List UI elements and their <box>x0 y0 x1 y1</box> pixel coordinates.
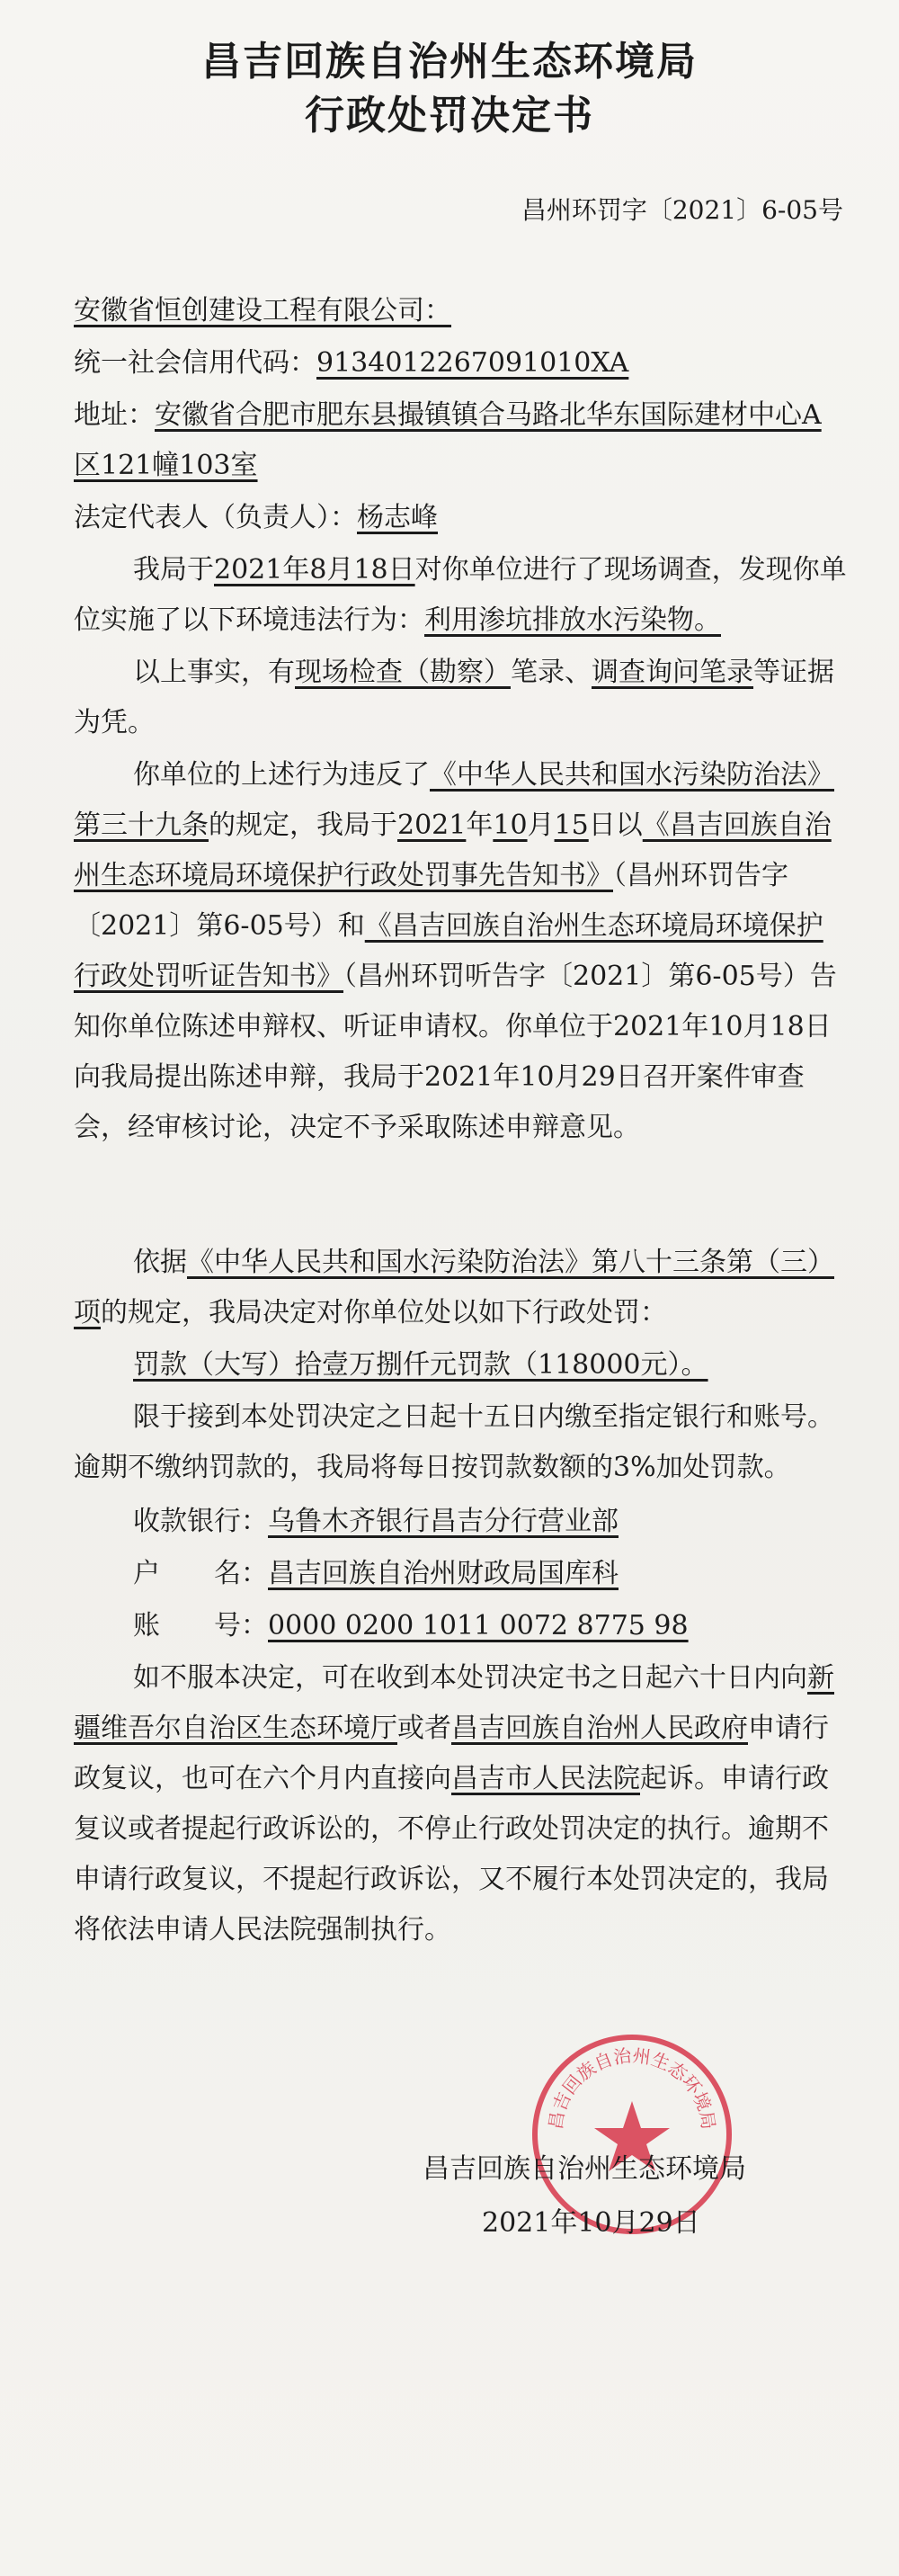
signing-organization: 昌吉回族自治州生态环境局 <box>423 2153 746 2185</box>
inspection-date: 2021年8月18日 <box>214 554 415 586</box>
credit-code-label: 统一社会信用代码： <box>74 347 316 379</box>
address-value: 安徽省合肥市肥东县撮镇镇合马路北华东国际建材中心A区121幢103室 <box>74 399 822 481</box>
procedure-text: （昌州环罚告字〔2021〕第6-05号）和 <box>74 860 788 942</box>
notice-day: 15 <box>554 809 589 841</box>
bank-line <box>74 1497 847 1547</box>
account-name-label: 户 名： <box>133 1558 268 1589</box>
deadline-paragraph <box>74 1392 847 1493</box>
procedure-text: 的规定，我局于 <box>209 809 397 841</box>
facts-text: 对你单位进行了现场调查，发现你单位实施了以下环境违法行为： <box>74 554 847 636</box>
decision-text: 依据 <box>133 1247 187 1278</box>
review-authority-1: 新疆维吾尔自治区生态环境厅 <box>74 1662 834 1744</box>
notice-document: 《昌吉回族自治州生态环境局环境保护行政处罚事先告知书》 <box>74 809 832 891</box>
appeal-paragraph <box>74 1653 847 1955</box>
signing-date: 2021年10月29日 <box>482 2207 700 2239</box>
legal-rep-line <box>74 493 847 543</box>
court-name: 昌吉市人民法院 <box>451 1763 640 1794</box>
procedure-paragraph <box>74 750 847 1153</box>
bank-name: 乌鲁木齐银行昌吉分行营业部 <box>268 1506 619 1537</box>
procedure-text: 你单位的上述行为违反了 <box>133 759 430 791</box>
company-name <box>74 286 847 336</box>
procedure-text: （昌州环罚听告字〔2021〕第6-05号）告知你单位陈述申辩权、听证申请权。你单位于2021年10月18日向我局提出陈述申辩，我局于2021年10月29日召开案件审查会，经审核讨论，决定不予采取陈述申辩意见。 <box>74 961 837 1143</box>
deadline-text: 限于接到本处罚决定之日起十五日内缴至指定银行和账号。逾期不缴纳罚款的，我局将每日按罚款数额的3%加处罚款。 <box>74 1401 834 1483</box>
bank-label: 收款银行： <box>133 1506 268 1537</box>
evidence-paragraph <box>74 648 847 748</box>
decision-text: 的规定，我局决定对你单位处以如下行政处罚： <box>101 1297 667 1328</box>
evidence-text: 以上事实，有 <box>133 657 295 688</box>
appeal-text: 起诉。申请行政复议或者提起行政诉讼的，不停止行政处罚决定的执行。逾期不申请行政复议，不提起行政诉讼，又不履行本处罚决定的，我局将依法申请人民法院强制执行。 <box>74 1763 829 1945</box>
address-label: 地址： <box>74 399 155 431</box>
account-number: 0000 0200 1011 0072 8775 98 <box>268 1610 689 1641</box>
evidence-item: 调查询问笔录 <box>592 657 753 688</box>
facts-text: 我局于 <box>133 554 214 586</box>
seal-text: 昌吉回族自治州生态环境局 <box>544 2044 720 2132</box>
credit-code-line <box>74 338 847 389</box>
facts-paragraph <box>74 545 847 646</box>
procedure-text: 年 <box>466 809 494 841</box>
notice-month: 10 <box>493 809 528 841</box>
legal-rep-name: 杨志峰 <box>357 502 438 533</box>
address-line <box>74 390 847 491</box>
review-authority-2: 昌吉回族自治州人民政府 <box>451 1713 748 1744</box>
notice-year: 2021 <box>397 809 467 841</box>
appeal-text: 申请行政复议，也可在六个月内直接向 <box>74 1713 829 1794</box>
account-name: 昌吉回族自治州财政局国库科 <box>268 1558 619 1589</box>
fine-amount: 罚款（大写）拾壹万捌仟元罚款（118000元）。 <box>133 1349 708 1381</box>
document-title-line2: 行政处罚决定书 <box>305 93 594 139</box>
credit-code-value: 9134012267091010XA <box>316 347 629 379</box>
account-name-line <box>74 1549 847 1599</box>
evidence-text: 笔录、 <box>511 657 592 688</box>
decision-paragraph <box>74 1238 847 1338</box>
violated-law: 《中华人民共和国水污染防治法》第三十九条 <box>74 759 834 841</box>
account-number-label: 账 号： <box>133 1610 268 1641</box>
document-number: 昌州环罚字〔2021〕6-05号 <box>521 195 843 225</box>
appeal-text: 如不服本决定，可在收到本处罚决定书之日起六十日内向 <box>133 1662 807 1694</box>
appeal-text: 或者 <box>397 1713 451 1744</box>
penalty-law: 《中华人民共和国水污染防治法》第八十三条第（三）项 <box>74 1247 834 1328</box>
hearing-notice-document: 《昌吉回族自治州生态环境局环境保护行政处罚听证告知书》 <box>74 910 823 992</box>
account-number-line <box>74 1601 847 1651</box>
evidence-text: 等证据为凭。 <box>74 657 834 738</box>
document-title-line1: 昌吉回族自治州生态环境局 <box>201 39 698 85</box>
fine-line <box>74 1340 847 1391</box>
legal-rep-label: 法定代表人（负责人）： <box>74 502 357 533</box>
violation-text: 利用渗坑排放水污染物。 <box>424 604 721 636</box>
procedure-text: 日以 <box>588 809 643 841</box>
evidence-item: 现场检查（勘察） <box>295 657 511 688</box>
company-name-text: 安徽省恒创建设工程有限公司： <box>74 295 451 326</box>
procedure-text: 月 <box>527 809 555 841</box>
